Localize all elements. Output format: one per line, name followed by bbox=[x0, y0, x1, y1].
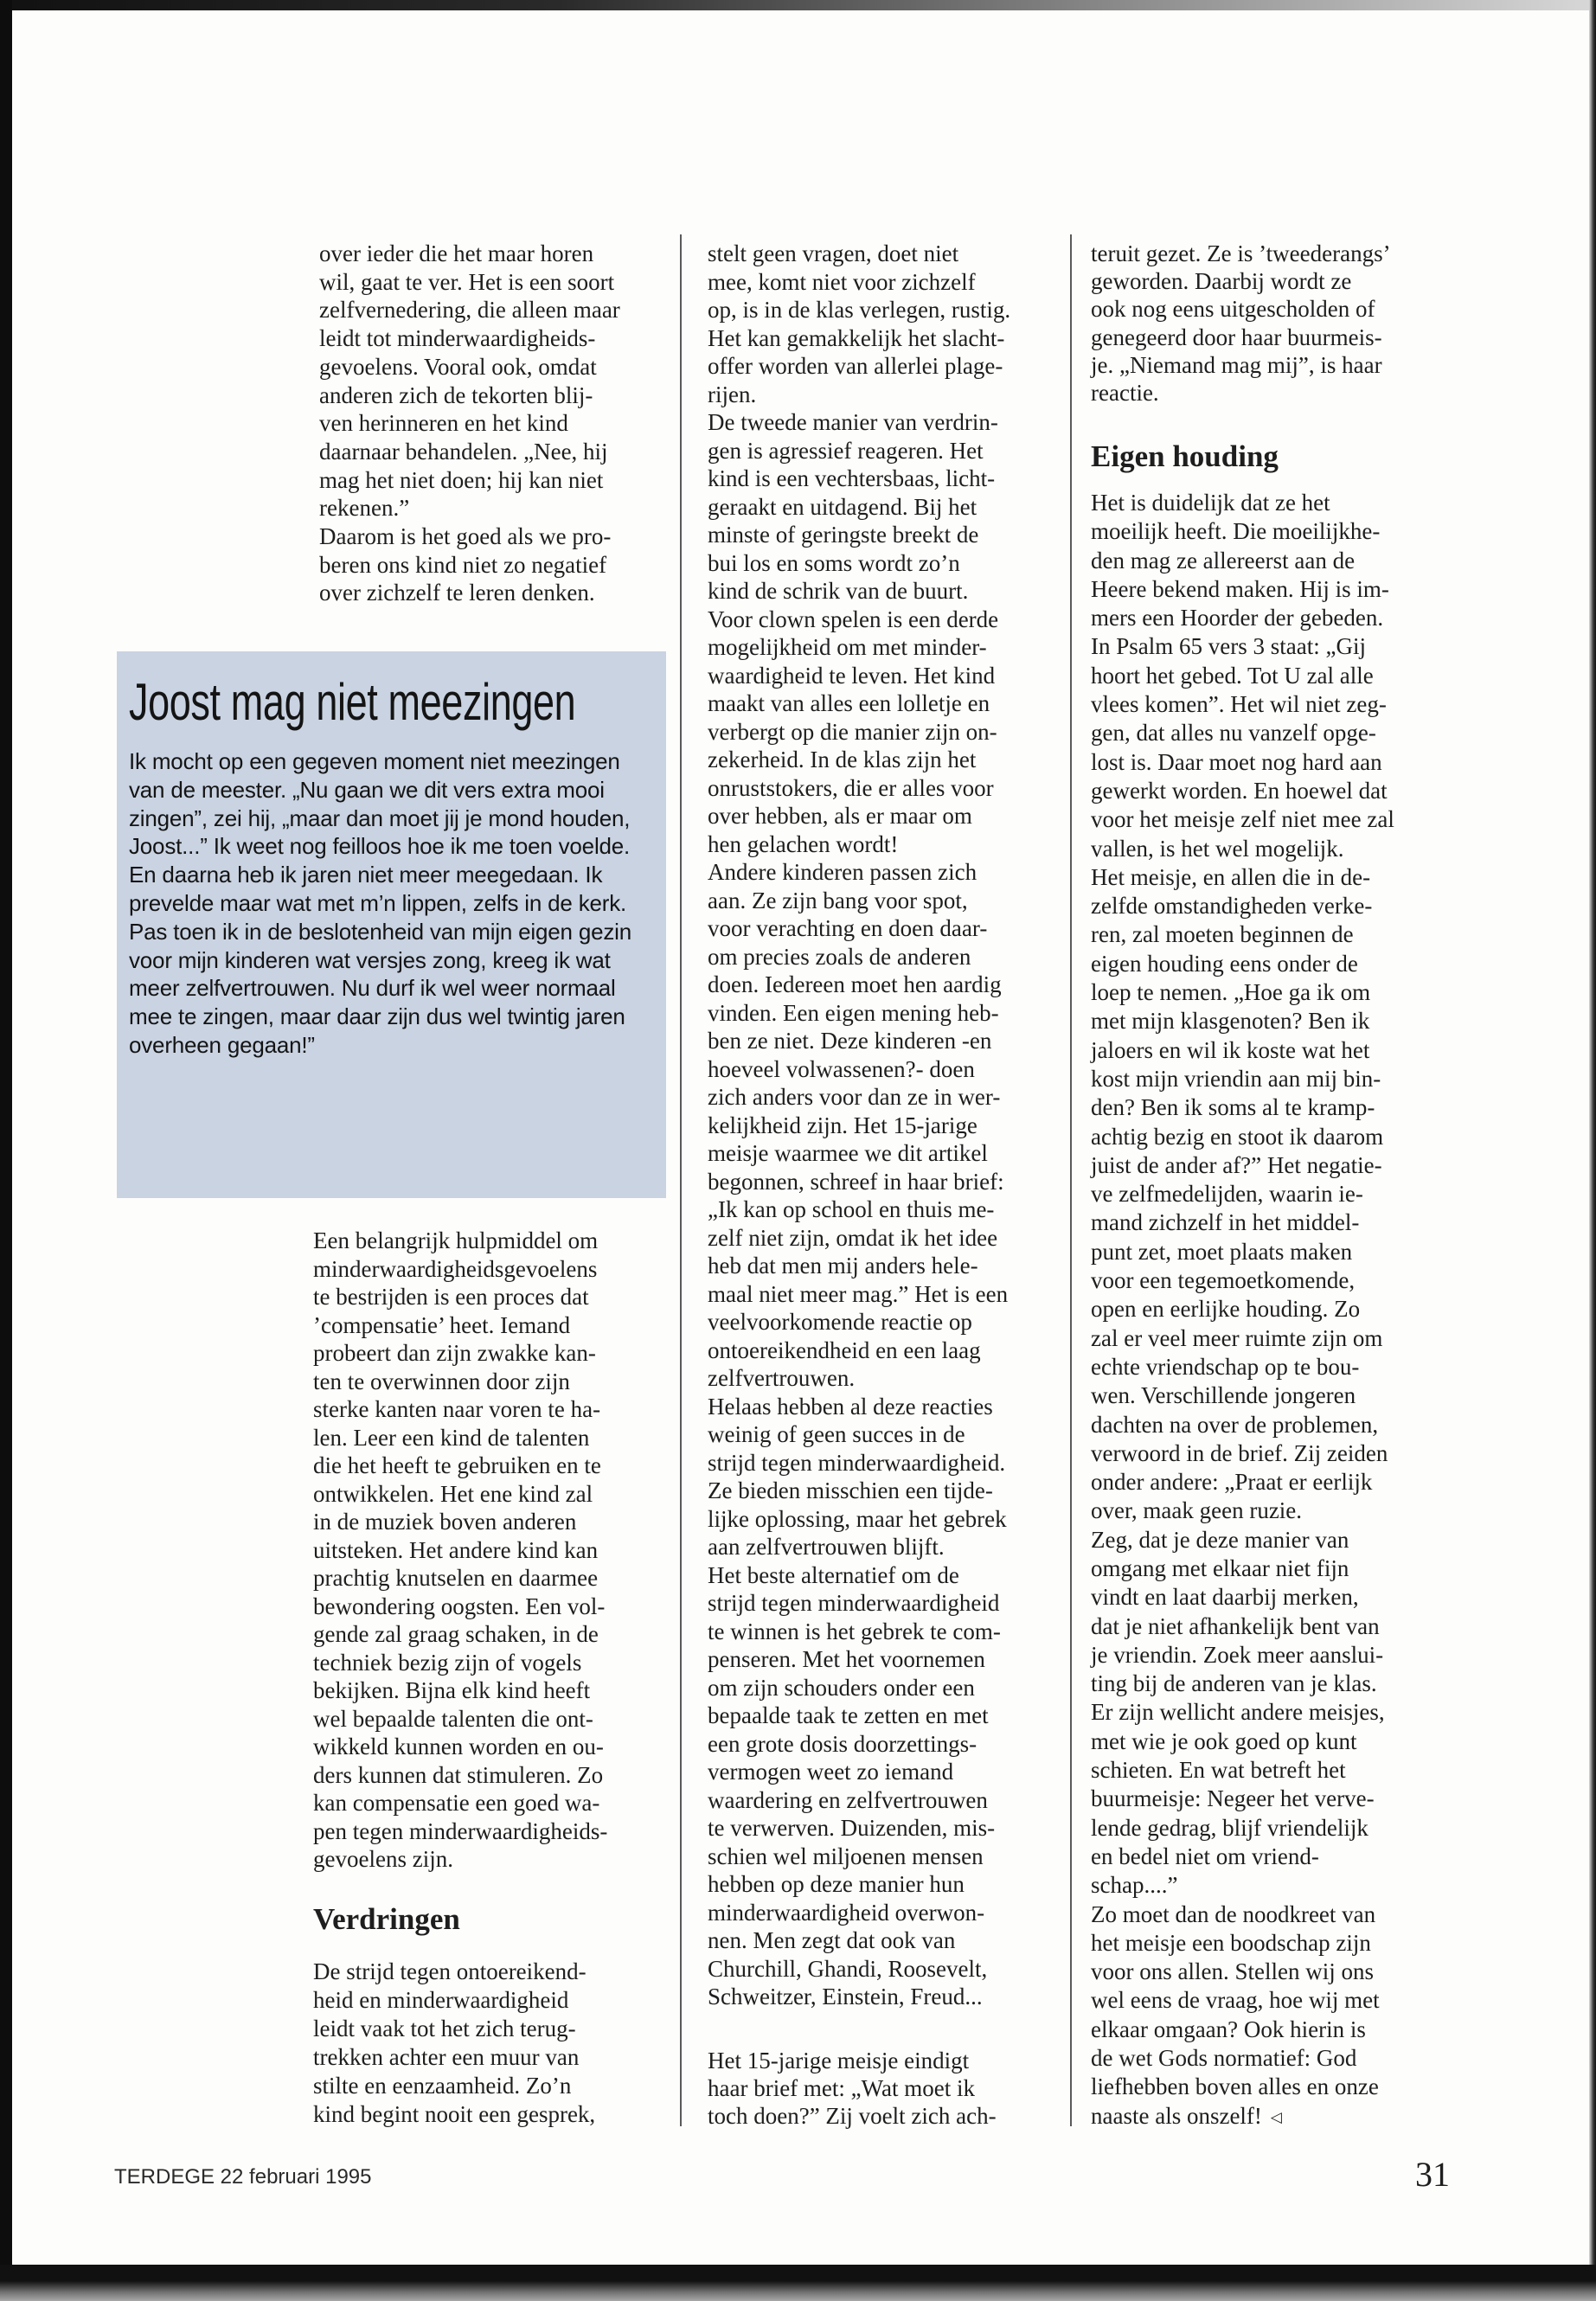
middle-paragraph: De tweede manier van verdrin- gen is agressief reageren. Het kind is een vechtersbaas, licht- geraakt en uitdagend. Bij het minste of geringste breekt de bui los en soms wordt zo’n kind de schrik van de buurt. bbox=[708, 409, 998, 604]
left-top-paragraph: Daarom is het goed als we pro- beren ons kind niet zo negatief over zichzelf te leren denken. bbox=[319, 523, 612, 606]
left-column-lower bbox=[313, 1227, 676, 1874]
middle-column-closing bbox=[708, 2047, 1071, 2130]
right-closing-text: Zo moet dan de noodkreet van het meisje een boodschap zijn voor ons allen. Stellen wij ons wel eens de vraag, hoe wij met elkaar omgaan? Ook hierin is de wet Gods normatief: God liefhebben boven alles en onze naaste als onszelf! bbox=[1091, 1900, 1380, 2129]
section-heading-verdringen: Verdringen bbox=[313, 1902, 460, 1936]
left-lower-paragraph: Een belangrijk hulpmiddel om minderwaardigheidsgevoelens te bestrijden is een proces dat ’compensatie’ heet. Iemand probeert dan zijn zwakke kan- ten te overwinnen door zijn sterke kanten naar voren te ha- len. Leer een kind de talenten die het heeft te gebruiken en te ontwikkelen. Het ene kind zal in de muziek boven anderen uitsteken. Het andere kind kan prachtig knutselen en daarmee bewondering oogsten. Een vol- gende zal graag schaken, in de techniek bezig zijn of vogels bekijken. Bijna elk kind heeft wel bepaalde talenten die ont- wikkeld kunnen worden en ou- ders kunnen dat stimuleren. Zo kan compensatie een goed wa- pen tegen minderwaardigheids- gevoelens zijn. bbox=[313, 1227, 608, 1872]
sidebar-body: Ik mocht op een gegeven moment niet meezingen van de meester. „Nu gaan we dit vers extra mooi zingen”, zei hij, „maar dan moet jij je mond houden, Joost...” Ik weet nog feilloos hoe ik me toen voelde. En daarna heb ik jaren niet meer meegedaan. Ik prevelde maar wat met m’n lippen, zelfs in de kerk. Pas toen ik in de beslotenheid van mijn eigen gezin voor mijn kinderen wat versjes zong, kreeg ik wat meer zelfvertrouwen. Nu durf ik wel weer normaal mee te zingen, maar daar zijn dus wel twintig jaren overheen gegaan!” bbox=[129, 748, 631, 1058]
left-column-verdringen bbox=[313, 1958, 676, 2129]
scan-edge-top bbox=[0, 0, 1596, 10]
right-paragraph: Het is duidelijk dat ze het moeilijk heeft. Die moeilijkhe- den mag ze allereerst aan de Heere bekend maken. Hij is im- mers een Hoorder der gebeden. In Psalm 65 vers 3 staat: „Gij hoort het gebed. Tot U zal alle vlees komen”. Het wil niet zeg- gen, dat alles nu vanzelf opge- lost is. Daar moet nog hard aan gewerkt worden. En hoewel dat voor het meisje zelf niet mee zal vallen, is het wel mogelijk. bbox=[1091, 490, 1394, 862]
middle-paragraph: Het beste alternatief om de strijd tegen minderwaardigheid te winnen is het gebrek te com- penseren. Met het voornemen om zijn schouders onder een bepaalde taak te zetten en met een grote dosis doorzettings- vermogen weet zo iemand waardering en zelfvertrouwen te verwerven. Duizenden, mis- schien wel miljoenen mensen hebben op deze manier hun minderwaardigheid overwon- nen. Men zegt dat ook van Churchill, Ghandi, Roosevelt, Schweitzer, Einstein, Freud... bbox=[708, 1561, 1001, 2009]
left-column-top bbox=[319, 240, 683, 607]
scan-edge-left bbox=[0, 0, 12, 2301]
right-intro-paragraph: teruit gezet. Ze is ’tweederangs’ geworden. Daarbij wordt ze ook nog eens uitgescholden of genegeerd door haar buurmeis- je. „Niemand mag mij”, is haar reactie. bbox=[1091, 240, 1391, 407]
right-closing-paragraph bbox=[1091, 1900, 1454, 2132]
section-heading-eigen-houding: Eigen houding bbox=[1091, 439, 1279, 473]
scan-edge-bottom bbox=[0, 2265, 1596, 2301]
sidebar-quote-box bbox=[117, 651, 666, 1198]
right-paragraph: Het meisje, en allen die in de- zelfde omstandigheden verke- ren, zal moeten beginnen de eigen houding eens onder de loep te nemen. „Hoe ga ik om met mijn klasgenoten? Ben ik jaloers en wil ik koste wat het kost mijn vriendin aan mij bin- den? Ben ik soms al te kramp- achtig bezig en stoot ik daarom juist de ander af?” Het negatie- ve zelfmedelijden, waarin ie- mand zichzelf in het middel- punt zet, moet plaats maken voor een tegemoetkomende, open en eerlijke houding. Zo zal er veel meer ruimte zijn om echte vriendschap op te bou- wen. Verschillende jongeren dachten na over de problemen, verwoord in de brief. Zij zeiden onder andere: „Praat er eerlijk over, maak geen ruzie. Zeg, dat je deze manier van omgang met elkaar niet fijn vindt en laat daarbij merken, dat je niet afhankelijk bent van je vriendin. Zoek meer aanslui- ting bij de anderen van je klas. Er zijn wellicht andere meisjes, met wie je ook goed op kunt schieten. En wat betreft het buurmeisje: Negeer het verve- lende gedrag, blijf vriendelijk en bedel niet om vriend- schap....” bbox=[1091, 863, 1388, 1899]
middle-paragraph: stelt geen vragen, doet niet mee, komt niet voor zichzelf op, is in de klas verlegen, rustig. Het kan gemakkelijk het slacht- offer worden van allerlei plage- rijen. bbox=[708, 240, 1011, 407]
right-column-main bbox=[1091, 489, 1454, 2132]
scan-edge-right bbox=[1589, 0, 1596, 2301]
right-column-intro bbox=[1091, 240, 1454, 407]
end-mark-icon: ◁ bbox=[1270, 2108, 1282, 2126]
middle-column bbox=[708, 240, 1071, 2011]
left-top-paragraph: over ieder die het maar horen wil, gaat te ver. Het is een soort zelfvernedering, die alleen maar leidt tot minderwaardigheids- gevoelens. Vooral ook, omdat anderen zich de tekorten blij- ven herinneren en het kind daarnaar behandelen. „Nee, hij mag het niet doen; hij kan niet rekenen.” bbox=[319, 240, 620, 522]
footer-publication: TERDEGE 22 februari 1995 bbox=[114, 2165, 372, 2189]
middle-paragraph: Voor clown spelen is een derde mogelijkheid om met minder- waardigheid te leven. Het kind maakt van alles een lolletje en verbergt op die manier zijn on- zekerheid. In de klas zijn het onruststokers, die er alles voor over hebben, als er maar om hen gelachen wordt! bbox=[708, 606, 999, 857]
middle-paragraph: Helaas hebben al deze reacties weinig of geen succes in de strijd tegen minderwaardigheid. Ze bieden misschien een tijde- lijke oplossing, maar het gebrek aan zelfvertrouwen blijft. bbox=[708, 1393, 1007, 1560]
middle-paragraph: Andere kinderen passen zich aan. Ze zijn bang voor spot, voor verachting en doen daar- om precies zoals de anderen doen. Iedereen moet hen aardig vinden. Een eigen mening heb- ben ze niet. Deze kinderen -en hoeveel volwassenen?- doen zich anders voor dan ze in wer- kelijkheid zijn. Het 15-jarige meisje waarmee we dit artikel begonnen, schreef in haar brief: „Ik kan op school en thuis me- zelf niet zijn, omdat ik het idee heb dat men mij anders hele- maal niet meer mag.” Het is een veelvoorkomende reactie op ontoereikendheid en een laag zelfvertrouwen. bbox=[708, 859, 1009, 1391]
page-number: 31 bbox=[1415, 2155, 1450, 2194]
verdringen-paragraph: De strijd tegen ontoereikend- heid en minderwaardigheid leidt vaak tot het zich terug- trekken achter een muur van stilte en eenzaamheid. Zo’n kind begint nooit een gesprek, bbox=[313, 1958, 596, 2127]
sidebar-title: Joost mag niet meezingen bbox=[129, 673, 576, 731]
middle-closing-paragraph: Het 15-jarige meisje eindigt haar brief met: „Wat moet ik toch doen?” Zij voelt zich ach- bbox=[708, 2048, 997, 2129]
